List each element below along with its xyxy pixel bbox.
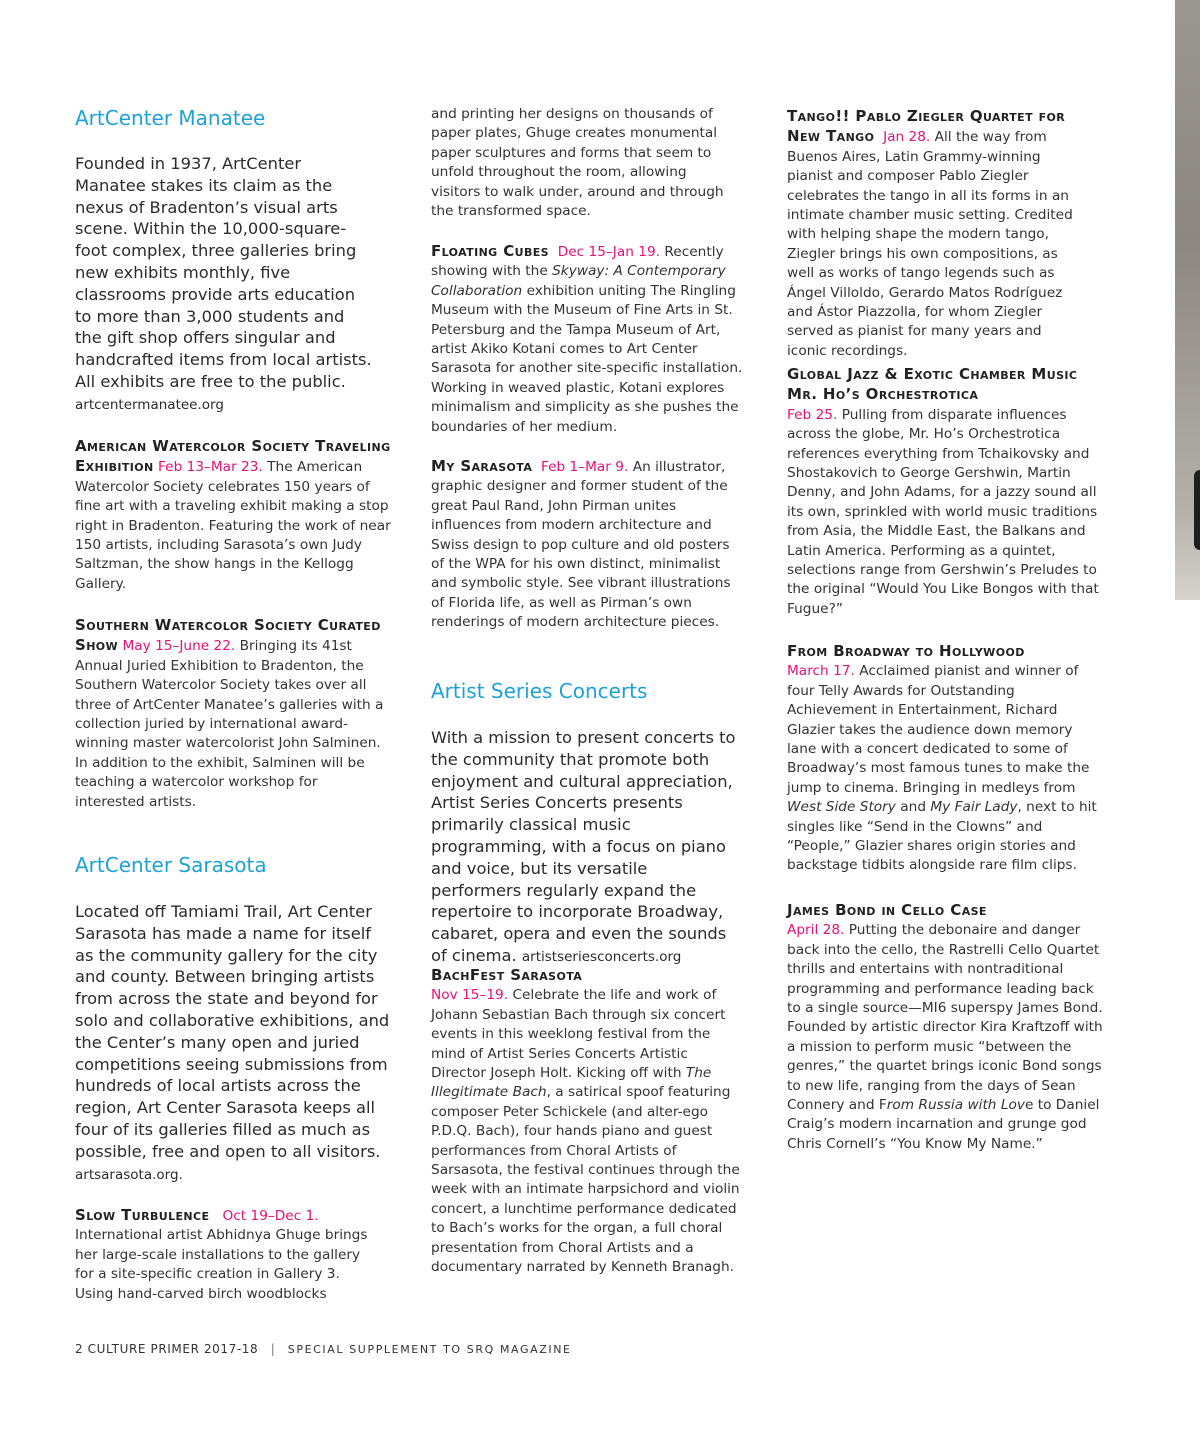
publication-name: CULTURE PRIMER — [87, 1342, 200, 1356]
event-date: April 28. — [787, 922, 845, 939]
event-text: e to Daniel Craig’s modern incarnation and grunge god Chris Cornell’s “You Know My Name.” — [787, 1097, 1100, 1152]
event-title: Slow Turbulence — [75, 1206, 210, 1224]
event-title: My Sarasota — [431, 457, 533, 475]
link-artcentermanatee[interactable]: artcentermanatee.org — [75, 396, 224, 413]
event-date: Feb 1–Mar 9. — [540, 459, 629, 475]
intro-artist-series — [431, 727, 741, 969]
supplement-label: SPECIAL SUPPLEMENT TO SRQ MAGAZINE — [287, 1343, 572, 1356]
event-text: The American Watercolor Society celebrates 150 years of fine art with a traveling exhibit making a stop right in Bradenton. Featuring the work of near 150 artists, including Sarasota’s own Judy Saltzman, the show hangs in the Kellogg Gallery. — [75, 459, 391, 592]
event-title: BachFest Sarasota — [431, 966, 583, 984]
link-artsarasota[interactable]: artsarasota.org. — [75, 1166, 183, 1183]
event-title: Global Jazz & Exotic Chamber Music Mr. Ho’s Orchestrotica — [787, 365, 1078, 404]
event-text: Pulling from disparate influences across the globe, Mr. Ho’s Orchestrotica references everything from Tchaikovsky and Shostakovich to George Gershwin, Martin Denny, and John Adams, for a jazzy sound all its own, sprinkled with world music traditions from Asia, the Middle East, the Balkans and Latin America. Performing as a quintet, selections range from Gershwin’s Preludes to the original “Would You Like Bongos with that Fugue?” — [787, 406, 1099, 617]
event-watercolor-society — [75, 437, 395, 594]
section-title-artist-series: Artist Series Concerts — [431, 679, 648, 703]
intro-sarasota — [75, 901, 393, 1186]
intro-manatee — [75, 153, 375, 417]
footer-separator: | — [270, 1342, 276, 1356]
event-my-sarasota — [431, 457, 743, 633]
event-text: exhibition uniting The Ringling Museum with the Museum of Fine Arts in St. Petersburg and the Tampa Museum of Art, artist Akiko Kotani comes to Art Center Sarasota for another site-specific installation. Working in weaved plastic, Kotani explores minimalism and simplicity as she pushes the boundaries of her medium. — [431, 282, 743, 435]
section-title-sarasota: ArtCenter Sarasota — [75, 853, 267, 877]
event-text: International artist Abhidnya Ghuge brings her large-scale installations to the gallery for a site-specific creation in Gallery 3. Using hand-carved birch woodblocks — [75, 1227, 368, 1302]
event-text: Recently showing with the — [431, 244, 724, 280]
event-text: Acclaimed pianist and winner of four Telly Awards for Outstanding Achievement in Entertainment, Richard Glazier takes the audience down memory lane with a concert dedicated to some of Broadway’s most famous tunes to make the jump to cinema. Bringing in medleys from — [787, 663, 1090, 796]
event-title: Floating Cubes — [431, 242, 549, 260]
event-james-bond — [787, 901, 1107, 1154]
event-title: American Watercolor Society Traveling Exhibition — [75, 437, 391, 476]
work-title: West Side Story — [787, 799, 896, 816]
event-date: March 17. — [787, 663, 855, 680]
event-text: An illustrator, graphic designer and former student of the great Paul Rand, John Pirman unites influences from modern architecture and Swiss design to pop culture and old posters of the WPA for his own distinct, minimalist and symbolic style. See vibrant illustrations of Florida life, as well as Pirman’s own renderings of modern architecture pieces. — [431, 459, 731, 631]
event-title: Tango!! Pablo Ziegler Quartet for New Tango — [787, 107, 1066, 146]
event-date: Dec 15–Jan 19. — [557, 244, 661, 260]
event-date: Feb 13–Mar 23. — [158, 459, 263, 476]
intro-text: Located off Tamiami Trail, Art Center Sarasota has made a name for itself as the community gallery for the city and county. Between bringing artists from across the state and beyond for solo and collaborative exhibitions, and the Center’s many open and juried competitions seeing submissions from hundreds of local artists across the region, Art Center Sarasota keeps all four of its galleries filled as much as possible, free and open to all visitors. — [75, 902, 390, 1161]
work-title: My Fair Lady — [930, 799, 1018, 816]
exhibition-title: Skyway: A Contemporary Collaboration — [431, 263, 726, 299]
event-southern-watercolor — [75, 616, 387, 812]
event-text-continued: and printing her designs on thousands of paper plates, Ghuge creates monumental paper sculptures and forms that seem to unfold throughout the room, allowing visitors to walk under, around and through the transformed space. — [431, 106, 724, 220]
work-title: rom Russia with Lov — [886, 1097, 1025, 1114]
page-footer — [75, 1342, 572, 1356]
event-date: Oct 19–Dec 1. — [222, 1208, 319, 1224]
intro-text: With a mission to present concerts to the community that promote both enjoyment and cultural appreciation, Artist Series Concerts presents primarily classical music programming, with a focus on piano and voice, but its versatile performers regularly expand the repertoire to incorporate Broadway, cabaret, opera and even the sounds of cinema. — [431, 728, 736, 965]
event-date: Nov 15–19. — [431, 987, 509, 1004]
event-text: , a satirical spoof featuring composer Peter Schickele (and alter-ego P.D.Q. Bach), four hands piano and guest performances from Choral Artists of Sarsasota, the festival continues through the week with an intimate harpsichord and violin concert, a lunchtime performance dedicated to Bach’s works for the organ, a full choral presentation from Choral Artists and a documentary narrated by Kenneth Branagh. — [431, 1084, 740, 1276]
event-title: Southern Watercolor Society Curated Show — [75, 616, 381, 655]
event-date: Feb 25. — [787, 406, 838, 423]
page-number: 2 — [75, 1342, 84, 1356]
event-global-jazz — [787, 365, 1103, 619]
work-title: The Illegitimate Bach — [431, 1065, 712, 1101]
event-title: From Broadway to Hollywood — [787, 642, 1025, 660]
event-text: Bringing its 41st Annual Juried Exhibition to Bradenton, the Southern Watercolor Society takes over all three of ArtCenter Manatee’s galleries with a collection juried by international award-winning master watercolorist John Salminen. In addition to the exhibit, Salminen will be teaching a watercolor workshop for interested artists. — [75, 638, 384, 810]
event-broadway-hollywood — [787, 642, 1105, 876]
section-title-manatee: ArtCenter Manatee — [75, 106, 266, 130]
publication-year: 2017-18 — [203, 1342, 259, 1356]
event-slow-turbulence — [75, 1206, 377, 1304]
event-date: Jan 28. — [883, 129, 931, 146]
event-date: May 15–June 22. — [122, 638, 236, 655]
event-bachfest — [431, 966, 743, 1278]
event-text: Putting the debonaire and danger back into the cello, the Rastrelli Cello Quartet thrills and entertains with nontraditional programming and performance leading back to a single source—MI6 superspy James Bond. Founded by artistic director Kira Kraftzoff with a mission to perform music “between the genres,” the quartet brings iconic Bond songs to new life, ranging from the days of Sean Connery and F — [787, 922, 1103, 1114]
intro-text: Founded in 1937, ArtCenter Manatee stakes its claim as the nexus of Bradenton’s visual arts scene. Within the 10,000-square-foot complex, three galleries bring new exhibits monthly, five classrooms provide arts education to more than 3,000 students and the gift shop offers singular and handcrafted items from local artists. All exhibits are free to the public. — [75, 154, 372, 391]
event-text: and — [895, 799, 931, 816]
event-text: All the way from Buenos Aires, Latin Grammy-winning pianist and composer Pablo Ziegler celebrates the tango in all its forms in an intimate chamber music setting. Credited with helping shape the modern tango, Ziegler brings his own compositions, as well as works of tango legends such as Ángel Villoldo, Gerardo Matos Rodríguez and Ástor Piazzolla, for whom Ziegler served as pianist for many years and iconic recordings. — [787, 129, 1073, 359]
event-slow-turbulence-continued — [431, 105, 736, 221]
event-text: Celebrate the life and work of Johann Sebastian Bach through six concert events in this weeklong festival from the mind of Artist Series Concerts Artistic Director Joseph Holt. Kicking off with — [431, 987, 726, 1082]
photo-edge — [1175, 0, 1200, 600]
event-title: James Bond in Cello Case — [787, 901, 987, 919]
link-artistseriesconcerts[interactable]: artistseriesconcerts.org — [521, 948, 682, 965]
event-text: , next to hit singles like “Send in the Clowns” and “People,” Glazier shares origin stories and backstage tidbits alongside rare film clips. — [787, 799, 1097, 874]
event-floating-cubes — [431, 242, 753, 437]
event-tango — [787, 107, 1085, 361]
photo-edge-shadow — [1194, 470, 1200, 550]
